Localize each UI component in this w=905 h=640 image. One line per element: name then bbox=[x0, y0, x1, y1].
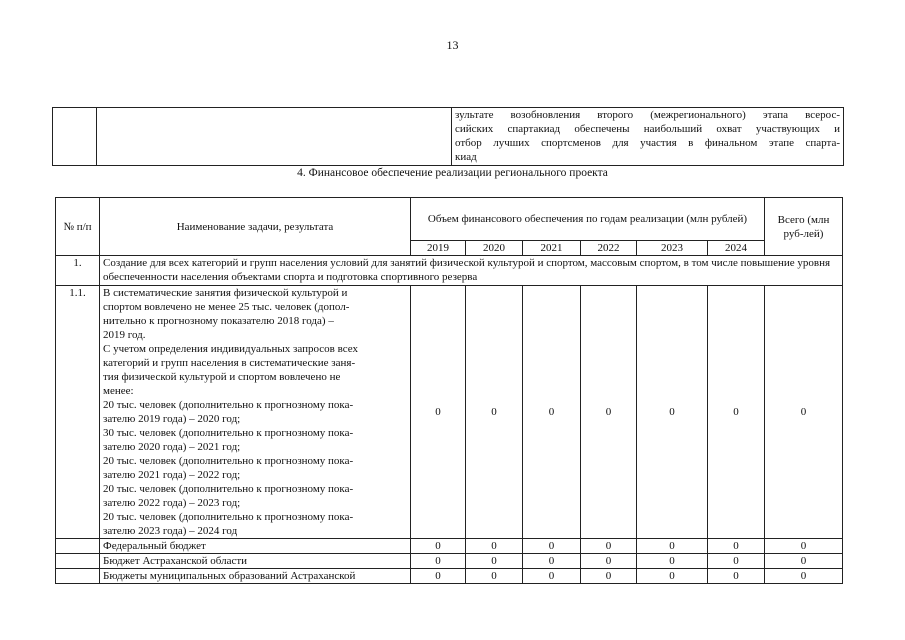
continuation-line: зультате возобновления второго (межрегионального) этапа всерос- bbox=[455, 109, 840, 121]
result-value: 0 bbox=[523, 286, 581, 539]
continuation-table bbox=[52, 107, 844, 166]
continuation-line: сийских спартакиад обеспечены наибольший охват участвующих и bbox=[455, 123, 840, 135]
page-number: 13 bbox=[446, 38, 459, 52]
finance-table bbox=[55, 197, 843, 584]
result-line: 20 тыс. человек (дополнительно к прогнозному пока- bbox=[103, 511, 354, 523]
result-line: зателю 2022 года) – 2023 год; bbox=[103, 497, 241, 509]
year-header: 2021 bbox=[523, 241, 581, 256]
section-title: 4. Финансовое обеспечение реализации регионального проекта bbox=[297, 167, 608, 179]
continuation-line: отбор лучших спортсменов для участия в финальном этапе спарта- bbox=[455, 137, 840, 149]
year-header: 2024 bbox=[708, 241, 765, 256]
result-line: зателю 2021 года) – 2022 год; bbox=[103, 469, 241, 481]
continuation-name-cell bbox=[97, 108, 452, 166]
result-line: менее: bbox=[103, 385, 134, 397]
continuation-text-cell bbox=[452, 108, 844, 166]
header-total: Всего (млн руб-лей) bbox=[765, 198, 843, 256]
result-line: 30 тыс. человек (дополнительно к прогнозному пока- bbox=[103, 427, 354, 439]
budget-value: 0 bbox=[581, 569, 637, 584]
budget-value: 0 bbox=[523, 569, 581, 584]
result-description bbox=[100, 286, 411, 539]
budget-value: 0 bbox=[708, 569, 765, 584]
budget-value: 0 bbox=[466, 539, 523, 554]
result-line: спортом вовлечено не менее 25 тыс. человек (допол- bbox=[103, 301, 350, 313]
result-num: 1.1. bbox=[56, 286, 100, 539]
result-line: 20 тыс. человек (дополнительно к прогнозному пока- bbox=[103, 483, 354, 495]
result-value: 0 bbox=[637, 286, 708, 539]
year-header: 2023 bbox=[637, 241, 708, 256]
budget-row bbox=[56, 539, 843, 554]
budget-value: 0 bbox=[523, 554, 581, 569]
budget-value: 0 bbox=[411, 554, 466, 569]
budget-value: 0 bbox=[466, 554, 523, 569]
budget-value: 0 bbox=[466, 569, 523, 584]
budget-value: 0 bbox=[411, 539, 466, 554]
budget-name: Федеральный бюджет bbox=[100, 539, 411, 554]
budget-num-cell bbox=[56, 539, 100, 554]
result-value: 0 bbox=[466, 286, 523, 539]
budget-name: Бюджеты муниципальных образований Астраханской bbox=[100, 569, 411, 584]
budget-row bbox=[56, 569, 843, 584]
budget-value: 0 bbox=[637, 554, 708, 569]
continuation-num-cell bbox=[53, 108, 97, 166]
budget-value: 0 bbox=[637, 569, 708, 584]
result-line: 20 тыс. человек (дополнительно к прогнозному пока- bbox=[103, 399, 354, 411]
result-line: категорий и групп населения в систематические заня- bbox=[103, 357, 356, 369]
budget-num-cell bbox=[56, 569, 100, 584]
result-total: 0 bbox=[765, 286, 843, 539]
budget-row bbox=[56, 554, 843, 569]
result-line: зателю 2020 года) – 2021 год; bbox=[103, 441, 241, 453]
result-value: 0 bbox=[708, 286, 765, 539]
result-line: зателю 2023 года) – 2024 год bbox=[103, 525, 238, 537]
budget-value: 0 bbox=[411, 569, 466, 584]
budget-value: 0 bbox=[708, 554, 765, 569]
budget-value: 0 bbox=[708, 539, 765, 554]
header-volume: Объем финансового обеспечения по годам реализации (млн рублей) bbox=[411, 198, 765, 241]
continuation-line: киад bbox=[455, 151, 477, 163]
result-line: нительно к прогнозному показателю 2018 года) – bbox=[103, 315, 334, 327]
result-line: С учетом определения индивидуальных запросов всех bbox=[103, 343, 358, 355]
result-line: 20 тыс. человек (дополнительно к прогнозному пока- bbox=[103, 455, 354, 467]
year-header: 2019 bbox=[411, 241, 466, 256]
year-header: 2022 bbox=[581, 241, 637, 256]
task-num: 1. bbox=[56, 256, 100, 286]
budget-value: 0 bbox=[637, 539, 708, 554]
budget-num-cell bbox=[56, 554, 100, 569]
result-line: тия физической культурой и спортом вовлечено не bbox=[103, 371, 341, 383]
result-value: 0 bbox=[411, 286, 466, 539]
budget-total: 0 bbox=[765, 569, 843, 584]
budget-value: 0 bbox=[581, 554, 637, 569]
budget-total: 0 bbox=[765, 554, 843, 569]
year-header: 2020 bbox=[466, 241, 523, 256]
result-line: В систематические занятия физической культурой и bbox=[103, 287, 348, 299]
budget-name: Бюджет Астраханской области bbox=[100, 554, 411, 569]
header-num: № п/п bbox=[56, 198, 100, 256]
budget-value: 0 bbox=[581, 539, 637, 554]
budget-total: 0 bbox=[765, 539, 843, 554]
result-line: 2019 год. bbox=[103, 329, 146, 341]
result-value: 0 bbox=[581, 286, 637, 539]
budget-value: 0 bbox=[523, 539, 581, 554]
header-name: Наименование задачи, результата bbox=[100, 198, 411, 256]
result-line: зателю 2019 года) – 2020 год; bbox=[103, 413, 241, 425]
task-text: Создание для всех категорий и групп населения условий для занятий физической культурой и спортом, массовым спортом, в том числе повышение уровня обеспеченности населения объектами спорта и подготовка спортивного резерва bbox=[100, 256, 843, 286]
